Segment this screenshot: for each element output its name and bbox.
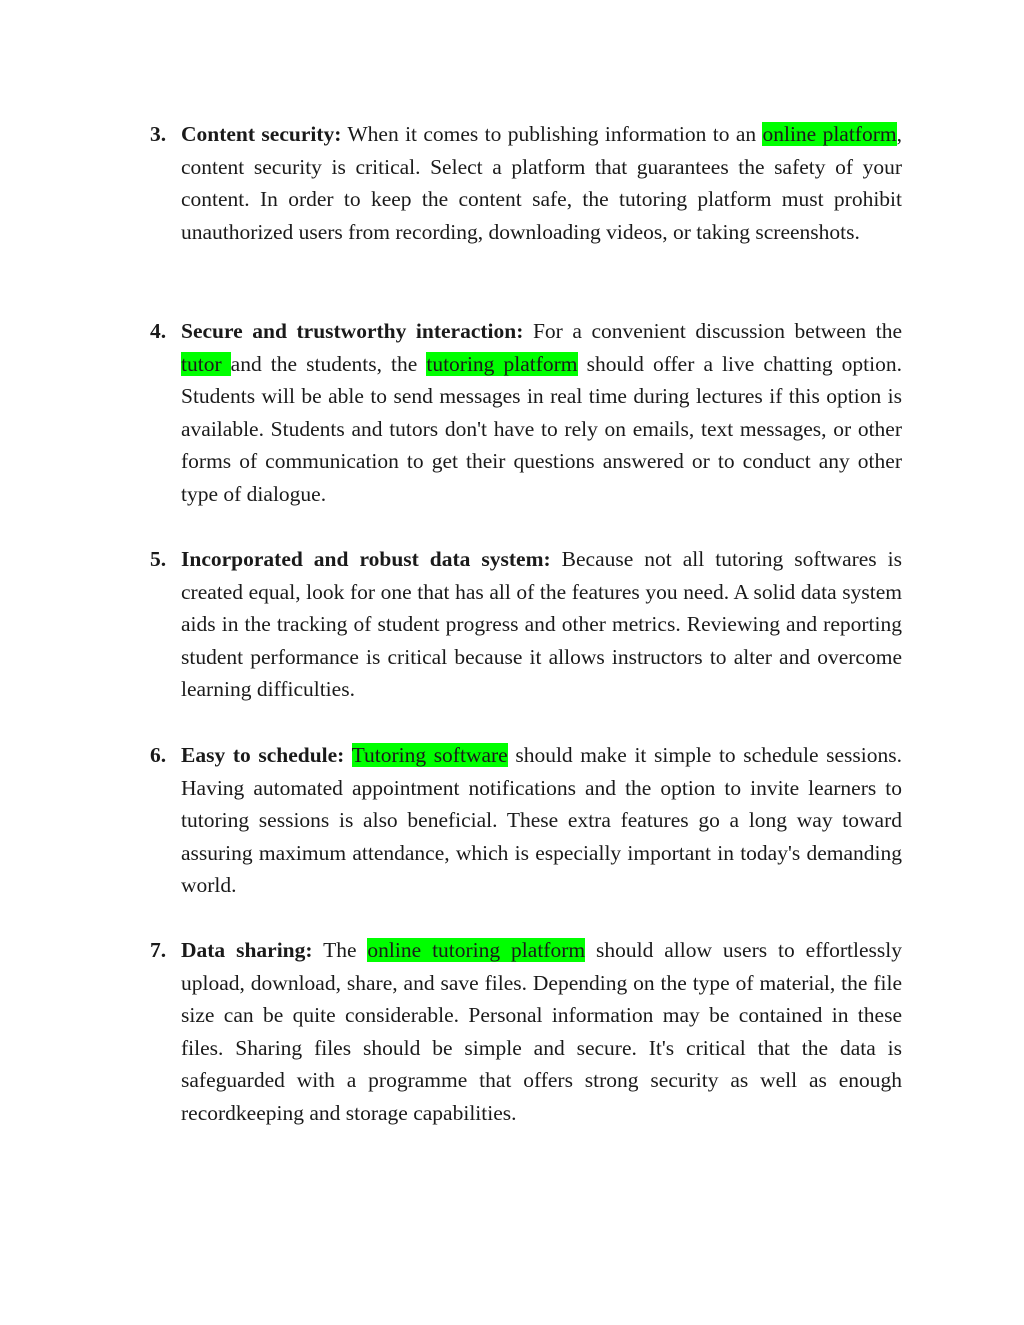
- body-text: , content security is critical. Select a platform that guarantees the safety of your content. In order to keep the content safe, the tutoring platform must prohibit unauthorized users from recording, downloading videos, or taking screenshots.: [181, 122, 902, 244]
- body-text: should offer a live chatting option. Students will be able to send messages in real time during lectures if this option is available. Students and tutors don't have to rely on emails, text messages, or other forms of communication to get their questions answered or to conduct any other type of dialogue.: [181, 351, 902, 506]
- highlighted-keyword: online platform: [762, 122, 897, 146]
- list-item-body: [181, 315, 902, 511]
- list-item-body: [181, 934, 902, 1130]
- item-term: Incorporated and robust data system:: [181, 547, 551, 571]
- list-item-content-security: [150, 118, 902, 248]
- item-term: Data sharing:: [181, 938, 313, 962]
- list-item-secure-interaction: [150, 315, 902, 511]
- list-number: 5.: [150, 547, 167, 571]
- list-number: 3.: [150, 122, 167, 146]
- highlighted-keyword: online tutoring platform: [367, 938, 586, 962]
- body-text: Because not all tutoring softwares is created equal, look for one that has all of the features you need. A solid data system aids in the tracking of student progress and other metrics. Reviewing and reporting student performance is critical because it allows instructors to alter and overcome learning difficulties.: [181, 547, 903, 702]
- body-text: and the students, the: [230, 351, 427, 376]
- list-item-body: [181, 739, 902, 902]
- highlighted-keyword: tutor: [181, 351, 231, 376]
- body-text: [344, 743, 351, 767]
- body-text: should make it simple to schedule sessions. Having automated appointment notifications and the option to invite learners to tutoring sessions is also beneficial. These extra features go a long way toward assuring maximum attendance, which is especially important in today's demanding world.: [181, 743, 902, 898]
- highlighted-keyword: tutoring platform: [426, 351, 578, 376]
- item-term: Easy to schedule:: [181, 743, 345, 767]
- list-item-body: [181, 543, 902, 706]
- body-text: When it comes to publishing information to an: [341, 122, 763, 146]
- list-item-easy-schedule: [150, 739, 902, 902]
- list-number: 6.: [150, 743, 167, 767]
- list-number: 7.: [150, 938, 167, 962]
- list-item-body: [181, 118, 902, 248]
- list-item-data-system: [150, 543, 902, 706]
- list-number: 4.: [150, 319, 167, 343]
- item-term: Secure and trustworthy interaction:: [181, 319, 524, 343]
- body-text: The: [312, 938, 368, 962]
- item-term: Content security:: [181, 122, 342, 146]
- body-text: should allow users to effortlessly upload, download, share, and save files. Depending on the type of material, the file size can be quite considerable. Personal information may be contained in these files. Sharing files should be simple and secure. It's critical that the data is safeguarded with a programme that offers strong security as well as enough recordkeeping and storage capabilities.: [181, 938, 902, 1125]
- highlighted-keyword: Tutoring software: [351, 743, 508, 767]
- body-text: For a convenient discussion between the: [523, 319, 902, 343]
- list-item-data-sharing: [150, 934, 902, 1130]
